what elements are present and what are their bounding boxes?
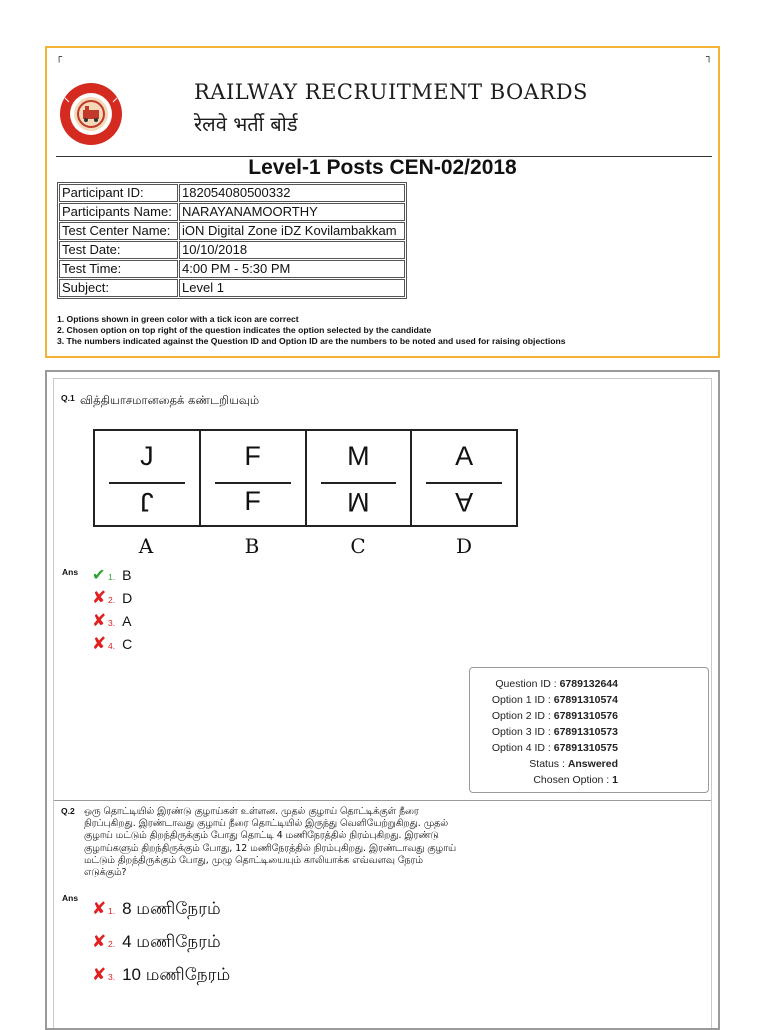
table-row — [59, 279, 405, 297]
figure-top-letter: A — [455, 441, 474, 471]
answer-option — [92, 634, 132, 654]
option2-id-row — [470, 710, 618, 722]
status-row — [470, 758, 618, 770]
option3-id-row — [470, 726, 618, 738]
figure-top-letter: J — [140, 441, 154, 471]
figure-bottom-letter: M — [347, 487, 370, 517]
question-text-line: நிரப்புகிறது. இரண்டாவது குழாய் நீரை தொட்டியில் இருந்து வெளியேற்றுகிறது. முதல் — [84, 818, 449, 830]
meta-value: 6789132644 — [559, 678, 618, 690]
meta-value: 67891310575 — [553, 742, 618, 754]
note-line: 1. Options shown in green color with a tick icon are correct — [57, 314, 299, 324]
figure-divider-line — [215, 482, 291, 484]
option1-id-row — [470, 694, 618, 706]
meta-value: 67891310574 — [553, 694, 618, 706]
info-key: Participants Name: — [59, 203, 178, 221]
meta-label: Option 1 ID : — [491, 694, 551, 706]
org-name-english: RAILWAY RECRUITMENT BOARDS — [194, 80, 588, 104]
info-key: Participant ID: — [59, 184, 178, 202]
option-text: 8 மணிநேரம் — [122, 899, 221, 918]
cross-icon: ✘ — [92, 965, 107, 985]
meta-label: Option 2 ID : — [491, 710, 551, 722]
answer-option — [92, 588, 132, 608]
meta-label: Status : — [529, 758, 565, 770]
info-key: Test Time: — [59, 260, 178, 278]
info-key: Test Date: — [59, 241, 178, 259]
table-row — [59, 241, 405, 259]
question-number: Q.2 — [61, 806, 75, 816]
question-text-line: எடுக்கும்? — [84, 867, 127, 879]
option-text: C — [122, 636, 133, 652]
corner-mark: ┌ — [56, 52, 63, 63]
question-text-line: மட்டும் திறந்திருக்கும் போது, முழு தொட்டியையும் காலியாக்க எவ்வளவு நேரம் — [84, 854, 423, 866]
option-number: 1. — [108, 572, 116, 582]
option-number: 3. — [108, 972, 116, 982]
note-line: 2. Chosen option on top right of the question indicates the option selected by the candidate — [57, 325, 432, 335]
figure-label: D — [455, 534, 473, 558]
cross-icon: ✘ — [92, 611, 107, 631]
table-row — [59, 203, 405, 221]
info-value: 10/10/2018 — [179, 241, 405, 259]
figure-option — [95, 431, 201, 525]
meta-value: Answered — [567, 758, 618, 770]
option4-id-row — [470, 742, 618, 754]
exam-title: Level-1 Posts CEN-02/2018 — [248, 156, 517, 179]
meta-value: 67891310576 — [553, 710, 618, 722]
exam-header-card — [45, 46, 720, 358]
option-number: 2. — [108, 939, 116, 949]
question-text-line: குழாய்களும் திறந்திருக்கும் போது, 12 மணிநேரத்தில் நிரம்புகிறது. இரண்டாவது குழாய் — [84, 842, 457, 854]
option-text: 4 மணிநேரம் — [122, 932, 221, 951]
question-figure — [93, 429, 518, 527]
corner-mark: ┐ — [705, 52, 712, 63]
option-number: 2. — [108, 595, 116, 605]
meta-value: 67891310573 — [553, 726, 618, 738]
tick-icon: ✔ — [92, 565, 106, 584]
option-text: 10 மணிநேரம் — [122, 965, 231, 984]
meta-label: Option 4 ID : — [491, 742, 551, 754]
answer-option — [92, 611, 131, 631]
figure-divider-line — [426, 482, 502, 484]
figure-top-letter: F — [244, 441, 261, 471]
question-meta-box — [469, 667, 709, 793]
question-panel — [53, 378, 712, 1028]
option-text: D — [122, 590, 133, 606]
option-number: 3. — [108, 618, 116, 628]
cross-icon: ✘ — [92, 588, 107, 608]
org-name-hindi: रेलवे भर्ती बोर्ड — [194, 112, 298, 136]
figure-divider-line — [321, 482, 397, 484]
figure-divider-line — [109, 482, 185, 484]
cross-icon: ✘ — [92, 932, 107, 952]
info-key: Subject: — [59, 279, 178, 297]
option-text: A — [122, 613, 132, 629]
info-key: Test Center Name: — [59, 222, 178, 240]
figure-label: A — [138, 534, 154, 558]
figure-top-letter: M — [347, 441, 370, 471]
meta-label: Question ID : — [495, 678, 557, 690]
figure-bottom-letter: A — [455, 487, 474, 517]
answer-option — [92, 965, 230, 987]
table-row — [59, 184, 405, 202]
question-divider — [54, 800, 711, 801]
info-value: 4:00 PM - 5:30 PM — [179, 260, 405, 278]
figure-option — [307, 431, 413, 525]
question-text-line: குழாய் மட்டும் திறந்திருக்கும் போது தொட்டி 4 மணிநேரத்தில் நிரம்புகிறது. இரண்டு — [84, 830, 439, 842]
meta-label: Option 3 ID : — [491, 726, 551, 738]
figure-bottom-letter: J — [140, 487, 154, 517]
info-value: Level 1 — [179, 279, 405, 297]
question-text — [84, 806, 684, 879]
answer-option — [92, 932, 221, 954]
instruction-notes — [57, 314, 566, 347]
chosen-option-row — [470, 774, 618, 786]
indian-railways-logo — [59, 82, 123, 146]
table-row — [59, 260, 405, 278]
info-value: iON Digital Zone iDZ Kovilambakkam — [179, 222, 405, 240]
question-text-line: ஒரு தொட்டியில் இரண்டு குழாய்கள் உள்ளன. முதல் குழாய் தொட்டிக்குள் நீரை — [84, 806, 419, 817]
question-card — [45, 370, 720, 1030]
figure-bottom-letter: F — [244, 486, 261, 516]
cross-icon: ✘ — [92, 899, 107, 919]
question-number: Q.1 — [61, 393, 75, 403]
table-row — [59, 222, 405, 240]
info-value: 182054080500332 — [179, 184, 405, 202]
figure-option — [201, 431, 307, 525]
question-text: வித்தியாசமானதைக் கண்டறியவும் — [80, 393, 260, 407]
cross-icon: ✘ — [92, 634, 107, 654]
question-id-row — [470, 678, 618, 690]
figure-option — [412, 431, 516, 525]
answer-option — [92, 899, 221, 921]
option-text: B — [122, 567, 132, 583]
figure-label: B — [244, 534, 260, 558]
answer-label: Ans — [62, 567, 79, 577]
answer-option — [92, 565, 131, 584]
figure-label: C — [350, 534, 366, 558]
meta-value: 1 — [612, 774, 618, 786]
participant-info-table — [57, 182, 407, 299]
meta-label: Chosen Option : — [533, 774, 610, 786]
info-value: NARAYANAMOORTHY — [179, 203, 405, 221]
note-line: 3. The numbers indicated against the Question ID and Option ID are the numbers to be noted and used for raising objections — [57, 336, 566, 346]
answer-label: Ans — [62, 893, 79, 903]
option-number: 4. — [108, 641, 116, 651]
option-number: 1. — [108, 906, 116, 916]
